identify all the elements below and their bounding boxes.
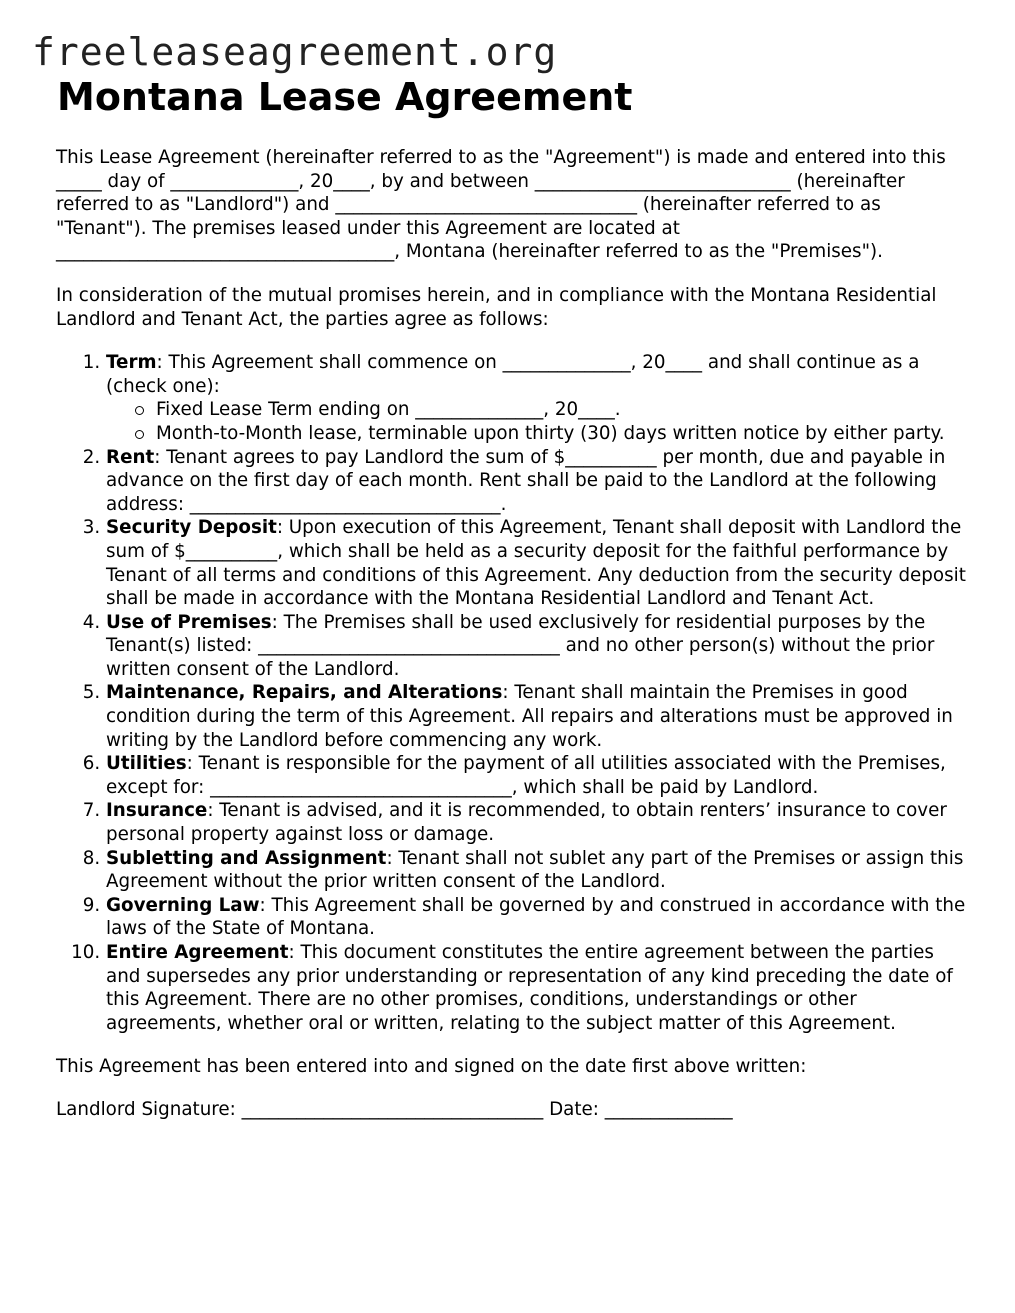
term-text: : This document constitutes the entire agreement between the parties and supersedes any prior understanding or representation of any kind preceding the date of this Agreement. There are no other promises, conditions, understandings or other agreements, whether oral or written, relating to the subject matter of this Agreement. [106, 942, 953, 1034]
term-text: : Tenant is responsible for the payment of all utilities associated with the Premises, except for: _________________________________, which shall be paid by Landlord. [106, 753, 946, 798]
term-heading: Use of Premises [106, 611, 272, 633]
site-watermark: freeleaseagreement.org [32, 30, 558, 74]
term-text: : Tenant is advised, and it is recommended, to obtain renters’ insurance to cover personal property against loss or damage. [106, 800, 947, 846]
term-heading: Security Deposit [106, 517, 277, 539]
landlord-signature-line: Landlord Signature: _________________________________ Date: ______________ [56, 1098, 733, 1120]
term-heading: Subletting and Assignment [106, 847, 387, 869]
term-text: : Upon execution of this Agreement, Tenant shall deposit with Landlord the sum of $__________, which shall be held as a security deposit for the faithful performance by Tenant of all terms and conditions of this Agreement. Any deduction from the security deposit shall be made in accordance with the Montana Residential Landlord and Tenant Act. [106, 517, 966, 610]
term-text: : Tenant shall not sublet any part of the Premises or assign this Agreement without the prior written consent of the Landlord. [106, 847, 964, 893]
list-item [106, 681, 966, 752]
term-heading: Rent [106, 446, 155, 468]
intro-paragraph: This Lease Agreement (hereinafter referred to as the "Agreement") is made and entered into this _____ day of ______________, 20____, by and between ____________________________ (hereinafter referred to as "Landlord") and _________________________________ (hereinafter referred to as "Tenant"). The premises leased under this Agreement are located at _____________________________________, Montana (hereinafter referred to as the "Premises"). [56, 147, 946, 263]
closing-paragraph: This Agreement has been entered into and signed on the date first above written: [56, 1056, 807, 1078]
term-text: : Tenant shall maintain the Premises in good condition during the term of this Agreement. All repairs and alterations must be approved in writing by the Landlord before commencing any work. [106, 682, 953, 751]
term-heading: Insurance [106, 800, 208, 822]
terms-list [56, 351, 966, 1035]
list-item [106, 847, 966, 894]
document-body [56, 146, 966, 1122]
term-text: : Tenant agrees to pay Landlord the sum of $__________ per month, due and payable in advance on the first day of each month. Rent shall be paid to the Landlord at the following address: __________________________________. [106, 446, 946, 515]
term-heading: Term [106, 352, 157, 374]
list-item [106, 516, 966, 610]
list-item [106, 894, 966, 941]
list-item [106, 611, 966, 682]
term-heading: Utilities [106, 753, 187, 775]
term-text: : The Premises shall be used exclusively for residential purposes by the Tenant(s) listed: _________________________________ and no other person(s) without the prior written consent of the Landlord. [106, 611, 935, 680]
list-item [106, 799, 966, 846]
consideration-paragraph: In consideration of the mutual promises herein, and in compliance with the Montana Residential Landlord and Tenant Act, the parties agree as follows: [56, 284, 937, 330]
option-fixed-term: Fixed Lease Term ending on ______________, 20____. [156, 398, 966, 422]
list-item [106, 351, 966, 445]
term-text: : This Agreement shall commence on ______________, 20____ and shall continue as a (check one): [106, 352, 920, 397]
list-item [106, 941, 966, 1035]
term-heading: Governing Law [106, 894, 260, 916]
term-heading: Entire Agreement [106, 942, 289, 963]
list-item [106, 446, 966, 517]
term-heading: Maintenance, Repairs, and Alterations [106, 682, 503, 704]
option-month-to-month: Month-to-Month lease, terminable upon thirty (30) days written notice by either party. [156, 422, 966, 446]
page-title: Montana Lease Agreement [57, 75, 633, 119]
term-text: : This Agreement shall be governed by and construed in accordance with the laws of the State of Montana. [106, 894, 966, 940]
lease-type-options [106, 398, 966, 445]
list-item [106, 752, 966, 799]
